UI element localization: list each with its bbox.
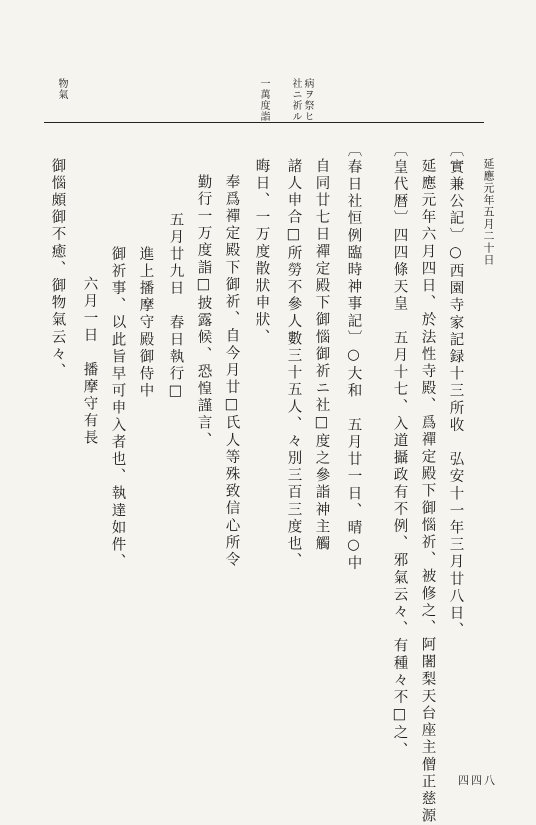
body-line-7: 晦日、一万度散狀申狀、 — [253, 158, 270, 347]
margin-note-3: 一萬度詣 — [258, 78, 269, 122]
body-line-9: 勤行一万度詣□披露候、恐惶謹言、 — [195, 174, 212, 450]
body-line-11: 進上播摩守殿御侍中 — [137, 246, 154, 400]
margin-note-2: 社ニ祈ル — [290, 78, 301, 122]
body-line-14: 御惱頗御不癒、御物氣云々、 — [49, 158, 66, 381]
body-line-5: 自同廿七日禪定殿下御惱御祈ニ社□度之參詣神主觸 — [313, 158, 330, 553]
body-line-8: 奉爲禪定殿下御祈、自今月廿□氏人等殊致信心所令 — [223, 174, 240, 569]
body-line-4: 〔春日社恒例臨時神事記〕○大和 五月廿一日、晴○中 — [345, 142, 362, 573]
running-header: 延應元年五月二十日 — [482, 158, 495, 266]
margin-note-4: 物氣 — [56, 78, 67, 100]
body-line-3: 〔皇代暦〕四四條天皇 五月十七、入道攝政有不例、邪氣云々、有種々不□之、 — [391, 142, 408, 760]
margin-note-1: 病ヲ祭ヒ — [302, 78, 313, 122]
header-rule — [44, 122, 484, 123]
page-number: 四四八 — [458, 774, 497, 787]
body-line-13: 六月一日 播摩守有長 — [81, 276, 98, 447]
body-line-6: 諸人申合□所勞不參人數三十五人、々別三百三度也、 — [285, 158, 302, 570]
body-line-1: 〔實兼公記〕○西園寺家記録十三所收 弘安十一年三月廿八日、 — [447, 142, 464, 640]
body-line-12: 御祈事、以此旨早可申入者也、執達如件、 — [109, 246, 126, 571]
body-line-2: 延應元年六月四日、於法性寺殿、爲禪定殿下御惱祈、被修之、阿闍梨天台座主僧正慈源 — [419, 158, 436, 825]
body-line-10: 五月廿九日 春日執行□ — [167, 212, 184, 402]
